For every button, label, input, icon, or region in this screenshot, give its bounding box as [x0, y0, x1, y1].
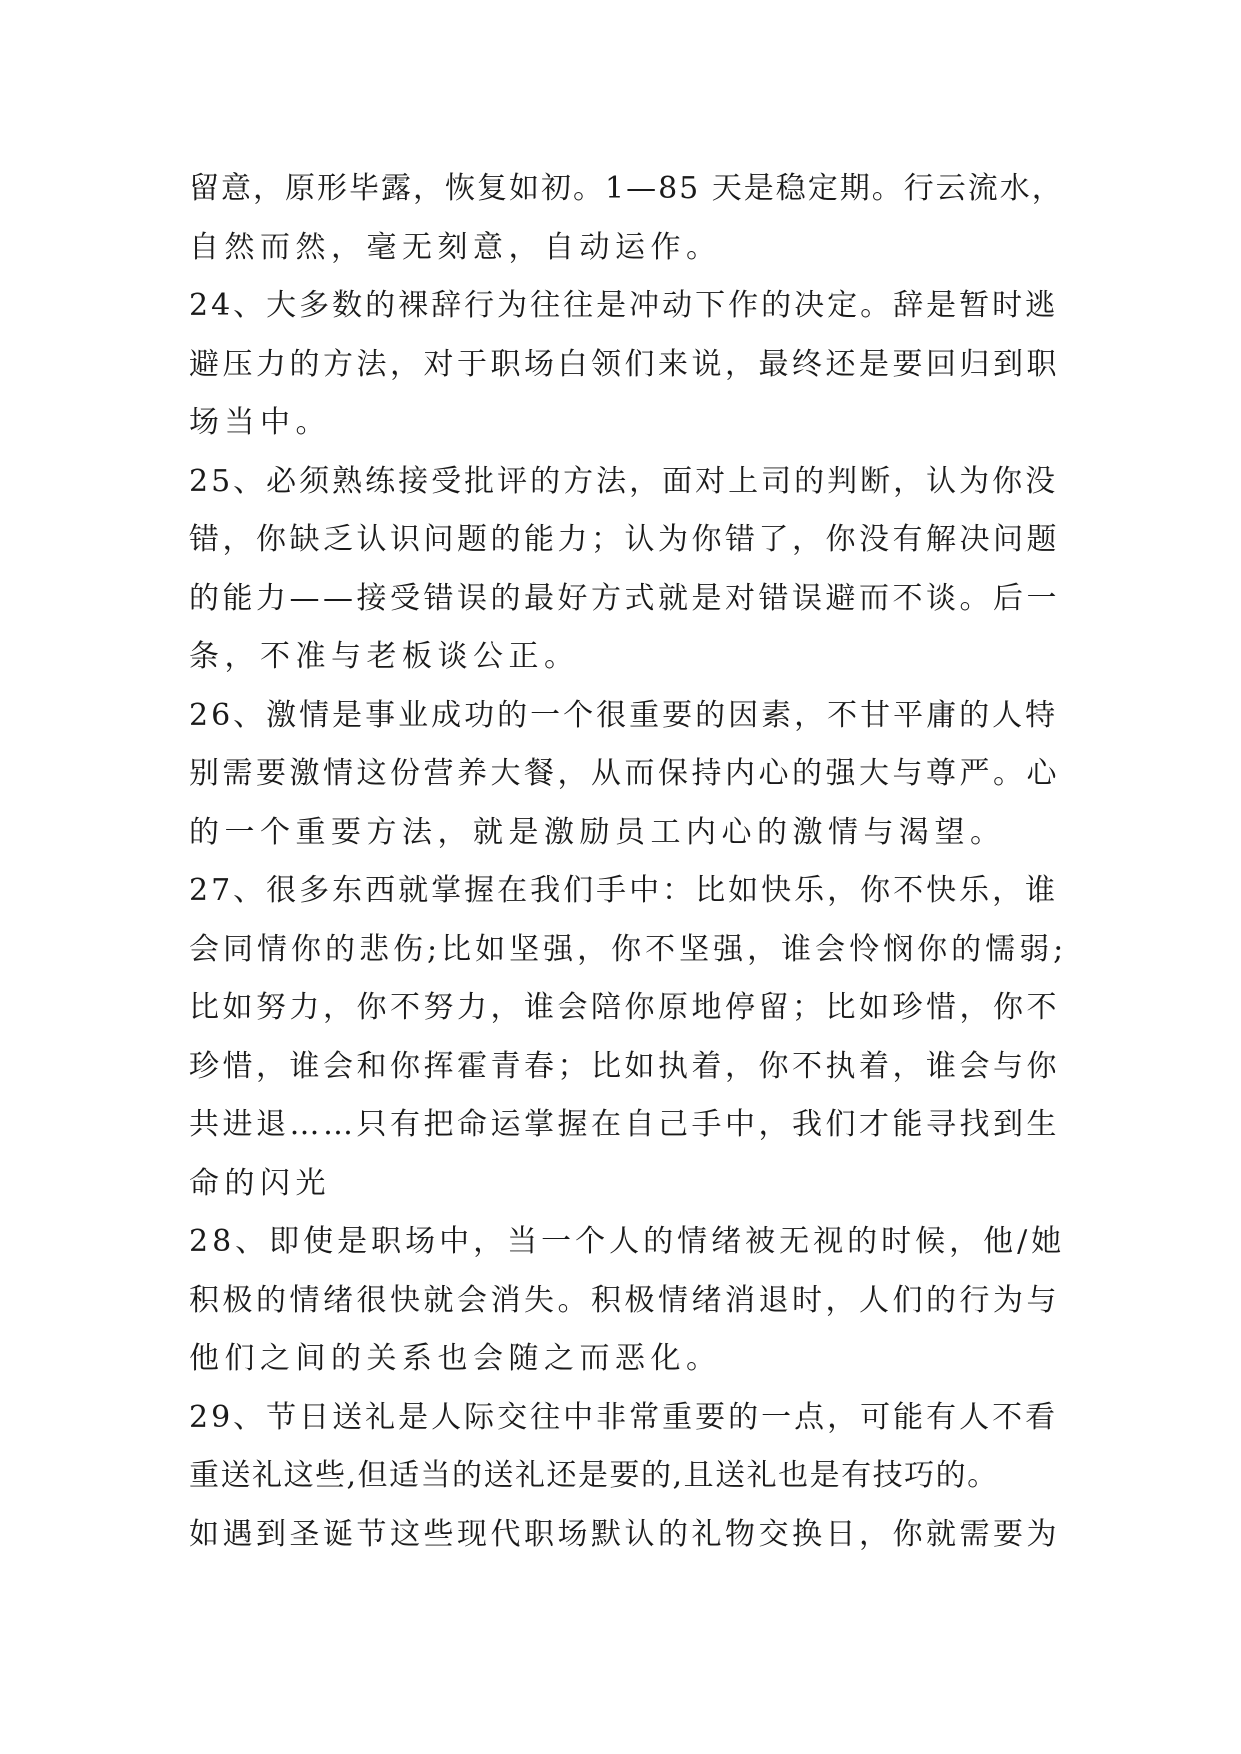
text-line: 他们之间的关系也会随之而恶化。 — [189, 1341, 722, 1376]
text-line: 28、即使是职场中，当一个人的情绪被无视的时候，他/她 — [189, 1224, 1066, 1259]
text-line: 的一个重要方法，就是激励员工内心的激情与渴望。 — [189, 814, 1006, 850]
text-line: 命的闪光 — [189, 1165, 331, 1201]
text-line: 场当中。 — [189, 405, 331, 440]
text-line: 重送礼这些,但适当的送礼还是要的,且送礼也是有技巧的。 — [189, 1458, 999, 1493]
text-line: 27、很多东西就掌握在我们手中：比如快乐，你不快乐，谁 — [189, 873, 1059, 908]
text-line: 珍惜，谁会和你挥霍青春；比如执着，你不执着，谁会与你 — [189, 1048, 1060, 1084]
text-line: 条，不准与老板谈公正。 — [189, 639, 580, 674]
text-line: 会同情你的悲伤;比如坚强，你不坚强，谁会怜悯你的懦弱; — [189, 931, 1068, 967]
text-line: 24、大多数的裸辞行为往往是冲动下作的决定。辞是暂时逃 — [189, 288, 1059, 323]
body-text — [189, 160, 1069, 1564]
text-line: 如遇到圣诞节这些现代职场默认的礼物交换日，你就需要为 — [189, 1516, 1060, 1552]
text-line: 错，你缺乏认识问题的能力；认为你错了，你没有解决问题 — [189, 522, 1060, 557]
text-line: 25、必须熟练接受批评的方法，面对上司的判断，认为你没 — [189, 463, 1059, 499]
text-line: 26、激情是事业成功的一个很重要的因素，不甘平庸的人特 — [189, 697, 1059, 733]
text-line: 比如努力，你不努力，谁会陪你原地停留；比如珍惜，你不 — [189, 990, 1060, 1025]
text-line: 29、节日送礼是人际交往中非常重要的一点，可能有人不看 — [189, 1399, 1059, 1435]
text-line: 留意，原形毕露，恢复如初。1—85 天是稳定期。行云流水， — [189, 171, 1064, 206]
text-line: 别需要激情这份营养大餐，从而保持内心的强大与尊严。心 — [189, 756, 1060, 791]
text-line: 共进退……只有把命运掌握在自己手中，我们才能寻找到生 — [189, 1107, 1060, 1142]
text-line: 的能力——接受错误的最好方式就是对错误避而不谈。后一 — [189, 580, 1060, 616]
text-line: 自然而然，毫无刻意，自动运作。 — [189, 229, 722, 265]
text-line: 积极的情绪很快就会消失。积极情绪消退时，人们的行为与 — [189, 1282, 1060, 1318]
text-line: 避压力的方法，对于职场白领们来说，最终还是要回归到职 — [189, 346, 1060, 382]
